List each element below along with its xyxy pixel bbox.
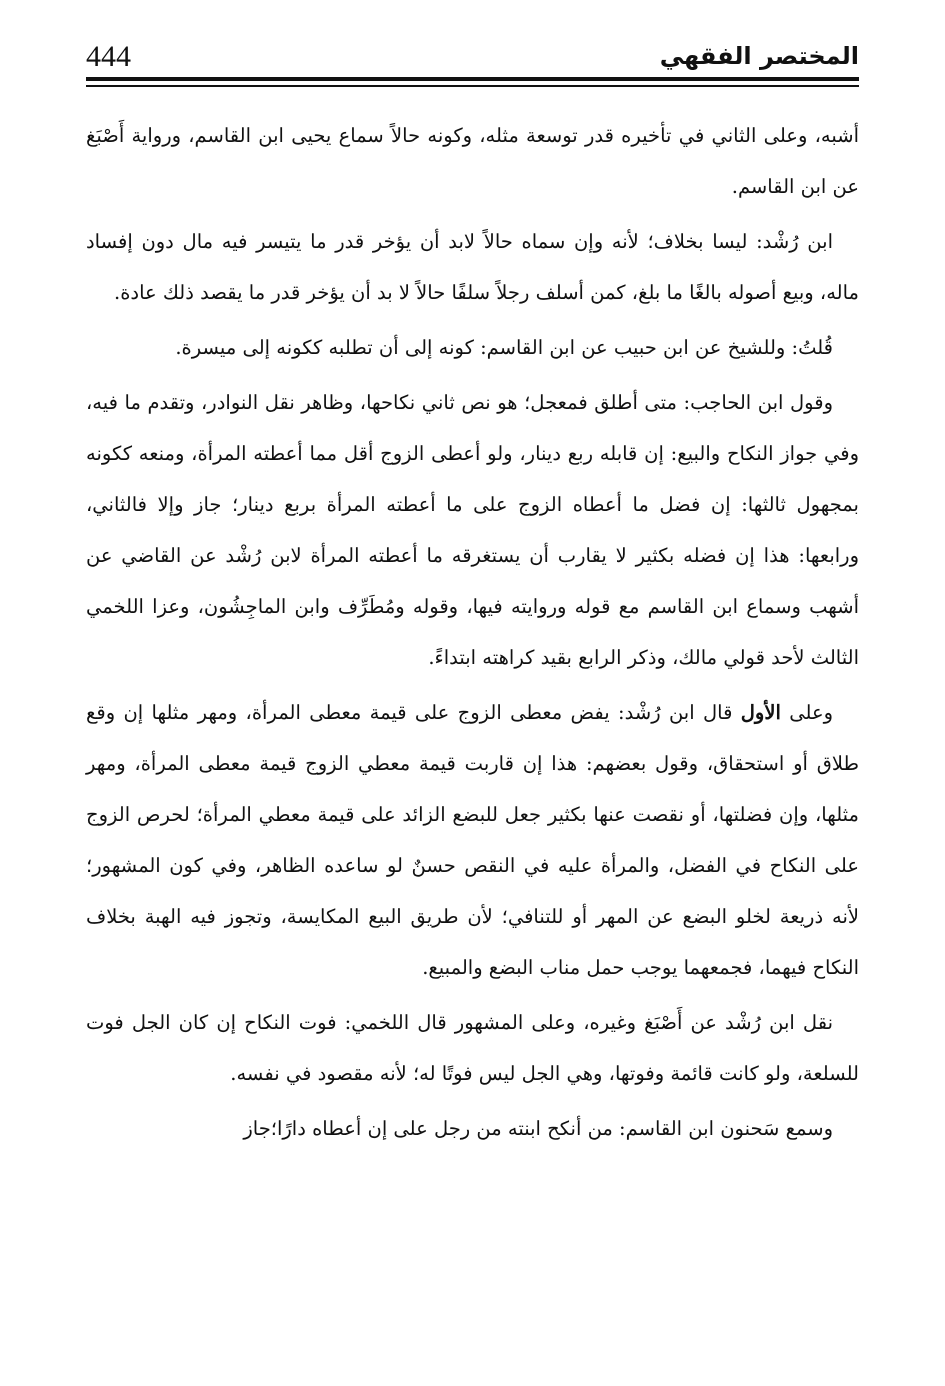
running-title: المختصر الفقهي (659, 42, 859, 70)
paragraph-2 (86, 216, 859, 318)
page-header (86, 32, 859, 76)
paragraph-text: ابن رُشْد: ليسا بخلاف؛ لأنه وإن سماه حالاً لابد أن يؤخر قدر ما يتيسر فيه مال دون إفساد ماله، وبيع أصوله بالغًا ما بلغ، كمن أسلف رجلاً سلفًا حالاً لا بد أن يؤخر قدر ما يقصد ذلك عادة. (86, 230, 859, 304)
paragraph-text: نقل ابن رُشْد عن أَصْبَغ وغيره، وعلى المشهور قال اللخمي: فوت النكاح إن كان الجل فوت للسلعة، ولو كانت قائمة وفوتها، وهي الجل ليس فوتًا له؛ لأنه مقصود في نفسه. (86, 1011, 859, 1085)
paragraph-text: أشبه، وعلى الثاني في تأخيره قدر توسعة مثله، وكونه حالاً سماع يحيى ابن القاسم، ورواية أَصْبَغ عن ابن القاسم. (86, 124, 859, 198)
paragraph-1 (86, 110, 859, 212)
header-rule-thick (86, 77, 859, 81)
paragraph-lead: وعلى (789, 701, 833, 724)
paragraph-5 (86, 687, 859, 993)
paragraph-3 (86, 322, 859, 373)
header-rule-thin (86, 85, 859, 87)
paragraph-bold-term: الأول (740, 701, 781, 724)
paragraph-text: قُلتُ: وللشيخ عن ابن حبيب عن ابن القاسم: كونه إلى أن تطلبه ككونه إلى ميسرة. (175, 336, 833, 359)
paragraph-text: قال ابن رُشْد: يفض معطى الزوج على قيمة معطى المرأة، ومهر مثلها إن وقع طلاق أو استحقاق، وقول بعضهم: هذا إن قاربت قيمة معطي الزوج قيمة معطى المرأة، ومهر مثلها، وإن فضلتها، أو نقصت عنها بكثير جعل للبضع الزائد على قيمة معطي المرأة؛ لحرص الزوج على النكاح في الفضل، والمرأة عليه في النقص حسنٌ لو ساعده الظاهر، وفي كون المشهور؛ لأنه ذريعة لخلو البضع عن المهر أو للتنافي؛ لأن طريق البيع المكايسة، وتجوز فيه الهبة بخلاف النكاح فيهما، فجمعهما يوجب حمل مناب البضع والمبيع. (86, 701, 859, 979)
page-number: 444 (86, 40, 131, 73)
paragraph-text: وقول ابن الحاجب: متى أطلق فمعجل؛ هو نص ثاني نكاحها، وظاهر نقل النوادر، وتقدم ما فيه، وفي جواز النكاح والبيع: إن قابله ربع دينار، ولو أعطى الزوج أقل مما أعطته المرأة، ومنعه ككونه بمجهول ثالثها: إن فضل ما أعطاه الزوج على ما أعطته المرأة بربع دينار؛ جاز وإلا فالثاني، ورابعها: هذا إن فضله بكثير لا يقارب أن يستغرقه ما أعطته المرأة لابن رُشْد عن القاضي عن أشهب وسماع ابن القاسم مع قوله وروايته فيها، وقوله ومُطَرِّف وابن الماجِشُون، وعزا اللخمي الثالث لأحد قولي مالك، وذكر الرابع بقيد كراهته ابتداءً. (86, 391, 859, 669)
paragraph-4 (86, 377, 859, 683)
paragraph-7 (86, 1103, 859, 1154)
paragraph-text: وسمع سَحنون ابن القاسم: من أنكح ابنته من رجل على إن أعطاه دارًا؛جاز (243, 1117, 833, 1140)
body-text (86, 110, 859, 1158)
paragraph-6 (86, 997, 859, 1099)
